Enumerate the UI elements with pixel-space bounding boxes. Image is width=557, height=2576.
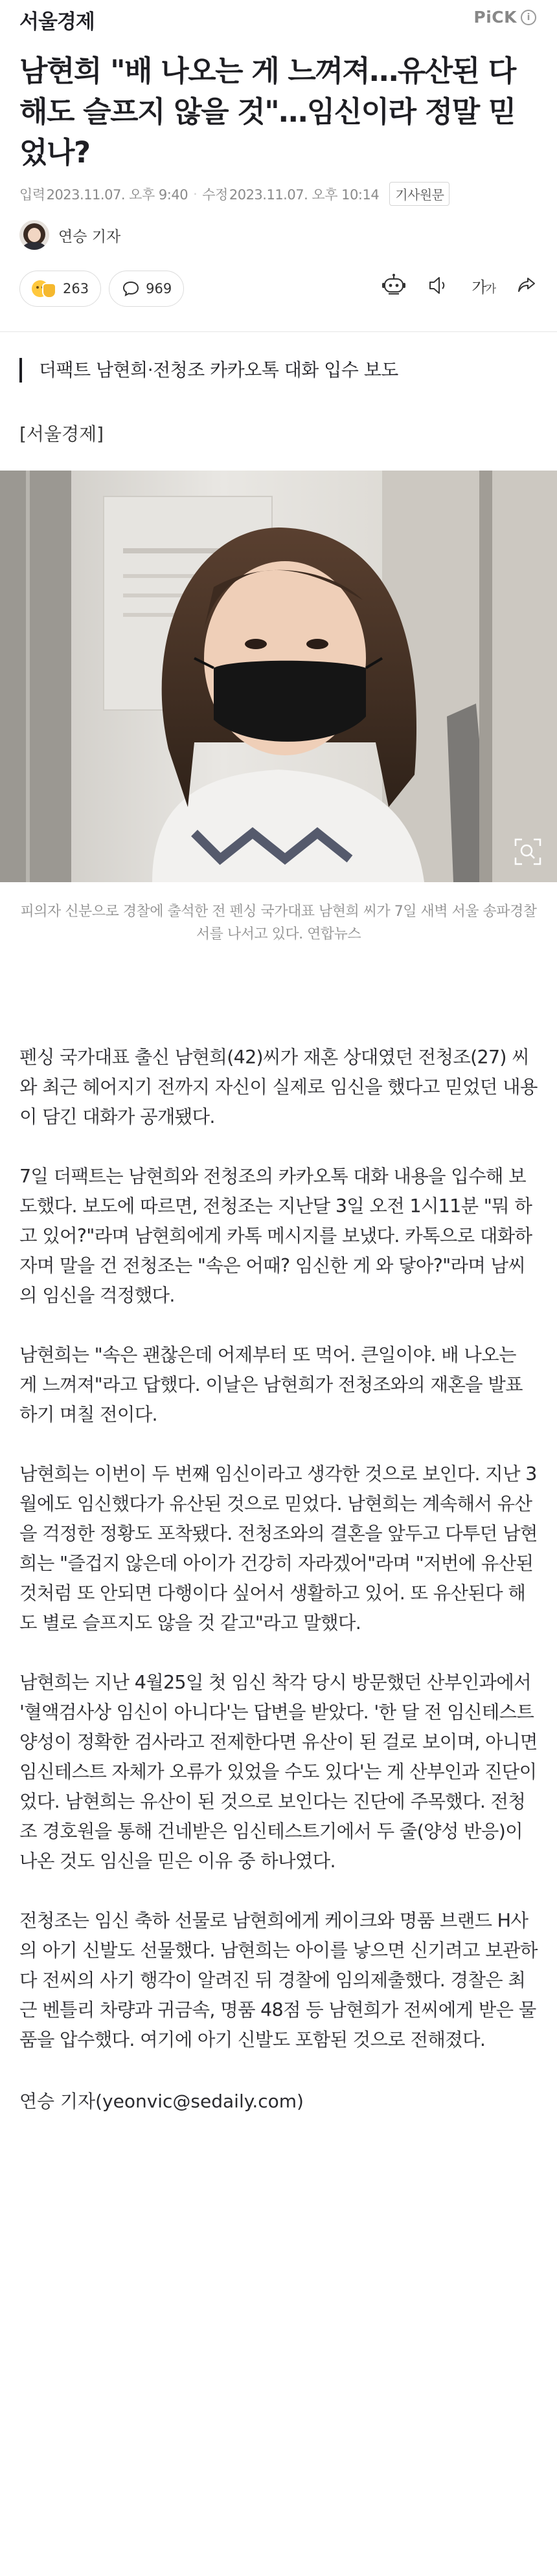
body-paragraph: 남현희는 지난 4월25일 첫 임신 착각 당시 방문했던 산부인과에서 '혈액검사상 임신이 아니다'는 답변을 받았다. '한 달 전 임신테스트 양성이 정확한 검사라고 전제한다면 유산이 된 걸로 보이며, 아니면 임신테스트 자체가 오류가 있었을 수도 있다'는 게 산부인과 진단이었다. 남현희는 유산이 된 것으로 보인다는 진단에 주목했다. 전청조 경호원을 통해 건네받은 임신테스트기에서 두 줄(양성 반응)이 나온 것도 임신을 믿은 이유 중 하나였다. [19, 1672, 538, 1872]
comment-button[interactable] [109, 271, 184, 307]
top-bar [0, 0, 557, 41]
article-tools [381, 273, 538, 298]
font-size-icon[interactable] [472, 274, 495, 297]
speaker-icon[interactable] [427, 275, 451, 296]
reporter-name[interactable]: 연승 기자 [58, 228, 121, 245]
article-dates [19, 182, 538, 206]
modified-label: 수정 [202, 186, 228, 203]
photo-caption: 피의자 신분으로 경찰에 출석한 전 펜싱 국가대표 남현희 씨가 7일 새벽 서울 송파경찰서를 나서고 있다. 연합뉴스 [20, 904, 537, 942]
reaction-count: 263 [63, 281, 89, 296]
pick-label: PiCK [473, 8, 517, 27]
body-paragraph: 남현희는 "속은 괜찮은데 어제부터 또 먹어. 큰일이야. 배 나오는 게 느껴져"라고 답했다. 이날은 남현희가 전청조와의 재혼을 발표하기 며칠 전이다. [19, 1344, 523, 1425]
article-photo[interactable] [0, 471, 557, 882]
article-headline: 남현희 "배 나오는 게 느껴져…유산된 다 해도 슬프지 않을 것"…임신이라 정말 믿었나? [19, 54, 516, 170]
source-credit: [서울경제] [19, 423, 104, 445]
body-paragraph: 전청조는 임신 축하 선물로 남현희에게 케이크와 명품 브랜드 H사의 아기 신발도 선물했다. 남현희는 아이를 낳으면 신기려고 보관하다 전씨의 사기 행각이 알려진 뒤 경찰에 임의제출했다. 경찰은 최근 벤틀리 차량과 귀금속, 명품 48점 등 남현희가 전씨에게 받은 물품을 압수했다. 여기에 아기 신발도 포함된 것으로 전해졌다. [19, 1910, 538, 2050]
info-icon[interactable]: i [521, 10, 536, 25]
comment-bubble-icon [121, 279, 141, 298]
font-size-small: 가 [485, 282, 495, 296]
input-datetime: 2023.11.07. 오후 9:40 [46, 186, 188, 203]
body-paragraph: 펜싱 국가대표 출신 남현희(42)씨가 재혼 상대였던 전청조(27) 씨와 최근 헤어지기 전까지 자신이 실제로 임신을 했다고 믿었던 내용이 담긴 대화가 공개됐다. [19, 1047, 538, 1127]
font-size-big: 가 [472, 278, 486, 296]
comment-count: 969 [146, 281, 172, 296]
reporter-avatar[interactable] [19, 220, 49, 250]
press-logo[interactable]: 서울경제 [19, 10, 95, 34]
input-label: 입력 [19, 186, 45, 203]
reaction-emoji-icon [32, 278, 58, 300]
article-photo-image [0, 471, 557, 882]
header-divider [0, 331, 557, 332]
original-article-button[interactable]: 기사원문 [389, 182, 449, 206]
robot-summary-icon[interactable] [381, 273, 407, 298]
pick-badge[interactable] [473, 8, 536, 27]
body-paragraph: 남현희는 이번이 두 번째 임신이라고 생각한 것으로 보인다. 지난 3월에도 임신했다가 유산된 것으로 믿었다. 남현희는 계속해서 유산을 걱정한 정황도 포착됐다. 전청조와의 결혼을 앞두고 다투던 남현희는 "즐겁지 않은데 아이가 건강히 자라겠어"라며 "저번에 유산된 것처럼 또 안되면 다행이다 싶어서 생활하고 있어. 또 유산된다 해도 별로 슬프지도 않을 것 같고"라고 말했다. [19, 1463, 538, 1634]
reporter-byline: 연승 기자(yeonvic@sedaily.com) [19, 2091, 304, 2112]
article-body [19, 1043, 538, 2055]
body-paragraph: 7일 더팩트는 남현희와 전청조의 카카오톡 대화 내용을 입수해 보도했다. 보도에 따르면, 전청조는 지난달 3일 오전 1시11분 "뭐 하고 있어?"라며 남현희에게 카톡 메시지를 보냈다. 카톡으로 대화하자며 말을 건 전청조는 "속은 어때? 임신한 게 와 닿아?"라며 남씨의 임신을 걱정했다. [19, 1166, 532, 1306]
reaction-button[interactable] [19, 271, 101, 307]
reporter-info[interactable] [19, 220, 538, 250]
action-bar [19, 269, 538, 308]
image-zoom-icon[interactable] [513, 837, 543, 867]
date-separator: · [193, 186, 198, 202]
share-icon[interactable] [516, 275, 538, 296]
article-subheadline: 더팩트 남현희·전청조 카카오톡 대화 입수 보도 [19, 358, 538, 383]
modified-datetime: 2023.11.07. 오후 10:14 [229, 186, 380, 203]
